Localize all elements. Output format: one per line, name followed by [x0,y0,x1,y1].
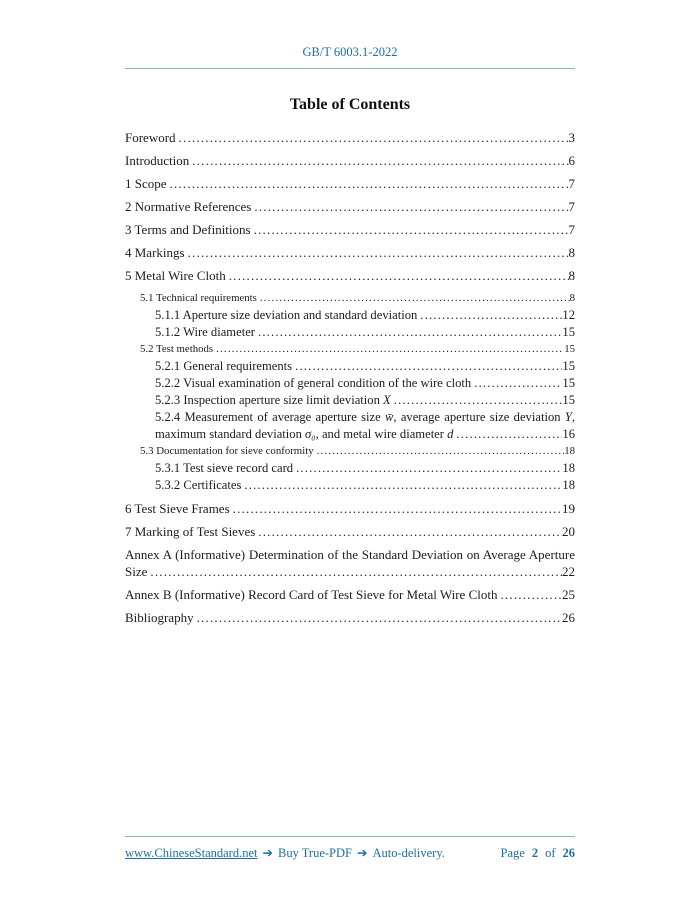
toc-entry-test-sieve-record-card [125,460,575,477]
toc-entry-measurement-average-aperture [125,409,575,443]
page-title: Table of Contents [289,96,411,113]
toc-page-number: 8 [569,292,575,304]
dot-leader [391,392,563,409]
toc-page-number: 19 [562,501,575,516]
toc-entry-label: 1 Scope [125,176,167,191]
toc-page-number: 8 [568,268,575,283]
toc-page-number: 15 [562,325,575,339]
toc-entry-wire-diameter [125,324,575,341]
toc-page-number: 18 [562,461,575,475]
toc-entry-label: 5.2.2 Visual examination of general condition of the wire cloth [155,376,472,390]
toc-entry-technical-requirements [125,290,575,307]
toc-entry-scope [125,175,575,192]
math-variable: X [383,393,391,407]
toc-entry-annex-b [125,586,575,603]
toc-entry-test-sieve-frames [125,500,575,517]
dot-leader [167,175,569,192]
toc-entry-label-line1: 5.2.4 Measurement of average aperture size w̄, average aperture size deviation Y, [155,410,576,424]
toc-entry-label: Annex B (Informative) Record Card of Test Sieve for Metal Wire Cloth [125,587,498,602]
header-divider [125,68,575,69]
dot-leader [194,609,562,626]
toc-entry-label: 4 Markings [125,245,185,260]
toc-entry-label: 5.2 Test methods [140,343,214,355]
toc-entry-label-line2: Size [125,564,148,579]
math-variable: w̄ [384,410,394,424]
table-of-contents [125,129,575,626]
toc-entry-normative-references [125,198,575,215]
dot-leader [241,477,562,494]
toc-entry-markings [125,244,575,261]
toc-entry-label: 5.3 Documentation for sieve conformity [140,445,314,457]
math-variable: σ₀ [305,427,316,441]
toc-entry-terms-definitions [125,221,575,238]
toc-entry-certificates [125,477,575,494]
toc-entry-metal-wire-cloth [125,267,575,284]
toc-entry-marking-test-sieves [125,523,575,540]
dot-leader [255,324,562,341]
toc-entry-bibliography [125,609,575,626]
footer-promo [125,845,445,861]
toc-page-number: 15 [564,343,575,355]
dot-leader [226,267,569,284]
dot-leader [292,358,562,375]
dot-leader [314,443,565,460]
toc-page-number: 26 [562,610,575,625]
page-footer [125,836,575,861]
toc-page-number: 12 [562,308,575,322]
dot-leader [213,341,564,358]
toc-entry-label: Bibliography [125,610,194,625]
toc-entry-documentation-sieve-conformity [125,443,575,460]
page-current: 2 [531,846,539,860]
toc-entry-label-line2: maximum standard deviation σ₀, and metal wire diameter d [155,427,454,441]
footer-buy-text: Buy True-PDF [277,846,352,860]
toc-page-number: 7 [568,199,575,214]
page-indicator [501,845,575,861]
dot-leader [257,290,570,307]
toc-entry-introduction [125,152,575,169]
math-variable: Y [564,410,572,424]
toc-page-number: 15 [562,376,575,390]
footer-url-link[interactable]: www.ChineseStandard.net [125,846,258,860]
dot-leader [176,129,569,146]
dot-leader [293,460,562,477]
toc-page-number: 16 [562,427,575,441]
dot-leader [189,152,568,169]
math-variable: d [447,427,454,441]
page-total: 26 [562,846,575,860]
toc-page-number: 25 [562,587,575,602]
toc-page-number: 22 [562,564,575,579]
toc-page-number: 18 [564,445,575,457]
of-label: of [545,846,556,860]
toc-entry-label: 5.1 Technical requirements [140,292,257,304]
toc-page-number: 20 [562,524,575,539]
toc-entry-aperture-size-deviation [125,307,575,324]
toc-entry-inspection-aperture-limit [125,392,575,409]
toc-entry-label: 7 Marking of Test Sieves [125,524,256,539]
toc-entry-label: 5.1.1 Aperture size deviation and standard deviation [155,308,418,322]
dot-leader [251,198,568,215]
toc-entry-annex-a [125,546,575,580]
toc-page-number: 15 [562,393,575,407]
footer-delivery-text: Auto-delivery. [372,846,445,860]
dot-leader [147,563,562,580]
toc-page-number: 7 [568,176,575,191]
dot-leader [417,307,562,324]
toc-page-number: 18 [562,478,575,492]
toc-page-number: 6 [568,153,575,168]
toc-entry-label: Introduction [125,153,190,168]
toc-entry-label: 5.3.2 Certificates [155,478,242,492]
arrow-right-icon: ➔ [356,846,368,860]
toc-entry-general-requirements [125,358,575,375]
arrow-right-icon: ➔ [262,846,273,860]
dot-leader [230,500,562,517]
toc-entry-label: 5.1.2 Wire diameter [155,325,255,339]
dot-leader [453,426,562,443]
footer-divider [125,836,575,837]
toc-page-number: 3 [568,130,575,145]
toc-entry-label: 2 Normative References [125,199,252,214]
dot-leader [255,523,562,540]
dot-leader [185,244,569,261]
toc-entry-label: 3 Terms and Definitions [125,222,251,237]
dot-leader [497,586,562,603]
toc-page-number: 15 [562,359,575,373]
toc-entry-label: 5.2.3 Inspection aperture size limit deviation X [155,393,391,407]
dot-leader [251,221,569,238]
toc-page-number: 8 [568,245,575,260]
page-label: Page [500,846,525,860]
document-code: GB/T 6003.1-2022 [302,45,398,59]
toc-entry-label: 5.2.1 General requirements [155,359,293,373]
toc-entry-foreword [125,129,575,146]
dot-leader [471,375,562,392]
toc-entry-label: 6 Test Sieve Frames [125,501,230,516]
toc-entry-visual-examination [125,375,575,392]
toc-entry-label: 5.3.1 Test sieve record card [155,461,294,475]
toc-entry-label-line1: Annex A (Informative) Determination of the Standard Deviation on Average Aperture [125,547,575,562]
toc-page-number: 7 [568,222,575,237]
toc-entry-label: 5 Metal Wire Cloth [125,268,226,283]
toc-entry-test-methods [125,341,575,358]
toc-entry-label: Foreword [125,130,176,145]
